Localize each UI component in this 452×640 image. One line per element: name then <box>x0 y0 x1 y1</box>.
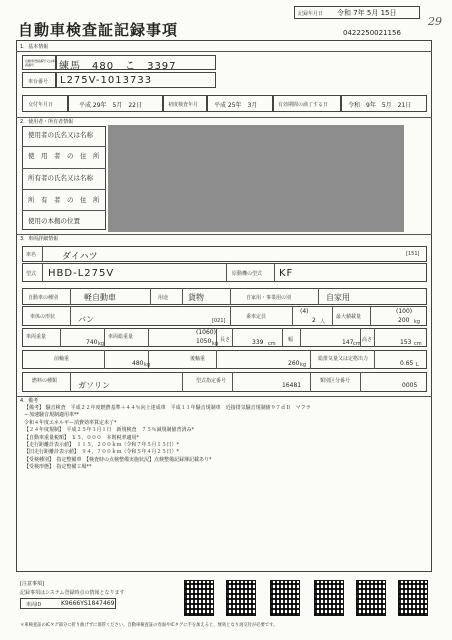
load-unit: kg <box>414 319 421 325</box>
body-label: 車体の形状 <box>30 314 56 320</box>
capacity-value: (4) <box>300 308 309 315</box>
height-label: 高さ <box>362 337 373 343</box>
vehicle-id-value: K9666YS1847469 <box>61 600 115 607</box>
private-label: 自家用・事業用の別 <box>246 295 292 301</box>
first-reg-label-cell <box>163 95 207 112</box>
capacity-value2: 2 <box>312 317 316 324</box>
total-unit: kg <box>212 341 219 347</box>
expiry-label: 有効期間の満了する日 <box>278 102 329 108</box>
load-value2: 200 <box>398 317 410 324</box>
load-label: 最大積載量 <box>336 314 362 320</box>
maker-label: 車名 <box>26 252 37 258</box>
class-value: 0005 <box>402 382 418 389</box>
qr-code-5 <box>356 580 386 616</box>
remark-line: 【受検種別】 指定整備車 【検査時の点検整備実施状況】点検整備記録簿記載あり* <box>24 456 212 463</box>
maker-code: [151] <box>406 251 420 257</box>
section3-title: 3．車両詳細情報 <box>20 236 59 242</box>
weight-unit: kg <box>98 341 105 347</box>
width-value: 147 <box>342 339 354 346</box>
kind-value: 軽自動車 <box>84 293 116 302</box>
model-value: HBD-L275V <box>48 268 115 279</box>
first-reg-value: 平成 25年 3月 <box>214 102 258 109</box>
capacity-label: 乗車定員 <box>246 314 267 320</box>
weight-value: 740 <box>86 339 98 346</box>
section2-title: 2．使用者・所有者情報 <box>20 119 74 125</box>
remarks-block <box>24 405 428 472</box>
vehicle-id-label: 車両ID <box>26 602 42 608</box>
first-reg-value-cell <box>207 95 273 112</box>
rear-axle-value: 260 <box>288 360 300 367</box>
fuel-label: 燃料の種類 <box>32 378 58 384</box>
total-label: 車両総重量 <box>108 334 134 340</box>
owner-label-1: 使 用 者 の 住 所 <box>28 152 100 160</box>
kind-label: 自動車の種別 <box>28 295 59 301</box>
displacement-label: 総排気量又は定格出力 <box>318 356 369 362</box>
section4-title: 4．備考 <box>20 398 39 404</box>
owner-label-3: 所 有 者 の 住 所 <box>28 196 100 204</box>
notes-line: 記録事項はシステム登録時点の情報となります <box>20 590 125 596</box>
expiry-value: 令和 9年 5月 21日 <box>348 102 412 109</box>
owner-label-0: 使用者の氏名又は名称 <box>28 131 93 139</box>
length-label: 長さ <box>220 337 231 343</box>
qr-code-3 <box>270 580 300 616</box>
use-value: 貨物 <box>188 293 204 302</box>
remark-line: 【走行距離計表示値】 １１５，２００ｋｍ（令和７年５月１５日）* <box>24 442 180 449</box>
first-reg-label: 初度検査年月 <box>168 102 199 108</box>
vin-label-cell <box>22 72 56 88</box>
weight-label: 車両重量 <box>26 334 47 340</box>
expiry-value-cell <box>341 95 427 112</box>
displacement-value: 0.65 <box>400 360 414 367</box>
front-axle-value: 480 <box>132 360 144 367</box>
front-axle-label: 前軸重 <box>54 356 70 362</box>
engine-label: 原動機の型式 <box>232 271 263 277</box>
issue-label-cell <box>22 95 68 112</box>
owner-label-4: 使用の本拠の位置 <box>28 217 80 225</box>
qr-code-1 <box>184 580 214 616</box>
rear-axle-label: 後軸重 <box>190 356 206 362</box>
handwritten-number: 29 <box>428 15 442 28</box>
redaction-block <box>108 125 404 232</box>
body-value: バン <box>78 315 94 324</box>
width-unit: cm <box>353 341 361 347</box>
height-value: 153 <box>400 339 412 346</box>
remark-line: 【２４年度規制】 平成２５年３月１日 新規検査 ７５％減規制値普済み* <box>24 427 195 434</box>
rear-axle-unit: kg <box>300 362 307 368</box>
issue-date-box <box>294 6 420 19</box>
length-value: 339 <box>252 339 264 346</box>
qr-code-4 <box>314 580 344 616</box>
remark-line: 【備考】 騒音検査 平成２２年度燃費基準＋４４％向上達成車 平成１１年騒音規制車 近接排気騒音規制値９７ｄＢ マフラ <box>24 405 311 411</box>
reg-value: 練馬 480 こ 3397 <box>59 61 177 72</box>
issue-value-cell <box>68 95 163 112</box>
kind-row <box>22 288 427 305</box>
remark-line: 【旧走行距離計表示値】 ９４，７００ｋｍ（令和５年４月２５日）* <box>24 449 180 456</box>
front-axle-unit: kg <box>144 362 151 368</box>
fuel-value: ガソリン <box>78 381 110 390</box>
model-label: 型式 <box>26 271 37 277</box>
class-label: 類別区分番号 <box>320 378 351 384</box>
approval-label: 型式指定番号 <box>196 378 227 384</box>
vin-value-cell <box>56 72 216 88</box>
length-unit: cm <box>268 341 276 347</box>
displacement-unit: L <box>416 362 419 368</box>
approval-value: 16481 <box>282 382 302 389</box>
remark-line: ー加速騒音規制適用車** <box>24 412 80 419</box>
total-value2: 1050 <box>196 338 212 345</box>
vin-value: L275V-1013733 <box>60 75 153 86</box>
remark-line: 令和４年度エネルギー消費効率算定未了* <box>24 419 117 426</box>
use-label: 用途 <box>158 295 169 301</box>
engine-value: KF <box>279 268 294 279</box>
load-value: (100) <box>396 308 413 315</box>
issue-date-label: 記録年月日 <box>298 11 324 17</box>
issue-label: 交付年月日 <box>28 102 54 108</box>
reg-value-cell <box>56 55 216 70</box>
capacity-unit: 人 <box>320 319 326 325</box>
reg-label: 自動車登録番号又は車両番号 <box>25 59 56 67</box>
vin-label: 車台番号 <box>28 79 49 85</box>
document-title: 自動車検査証記録事項 <box>18 21 179 39</box>
issue-value: 平成 29年 5月 22日 <box>79 102 142 109</box>
footer-note: ＊車検査証のICタグ部分に折り曲げずに保管ください。自動車検査証の券面やICタグに手を加えると、無効となり再交付が必要です。 <box>20 623 278 628</box>
remark-line: 【受検形態】 指定整備工場** <box>24 464 92 471</box>
total-value: (1060) <box>196 329 216 336</box>
owner-label-2: 所有者の氏名又は名称 <box>28 174 93 182</box>
maker-value: ダイハツ <box>62 252 98 262</box>
expiry-label-cell <box>273 95 341 112</box>
vehicle-id-box <box>20 598 116 609</box>
body-code: [021] <box>212 318 226 324</box>
remark-line: 【自動車重量税額】 ￥５，０００ 本則税率適用* <box>24 434 140 441</box>
issue-date-value: 令和 7年 5月 15日 <box>337 9 397 17</box>
reg-label-cell <box>22 55 56 70</box>
section1-title: 1．基本情報 <box>20 44 49 50</box>
doc-number: 0422250021156 <box>343 29 401 37</box>
width-label: 幅 <box>288 337 294 343</box>
notes-title: [注意事項] <box>20 581 44 587</box>
qr-code-2 <box>226 580 256 616</box>
private-value: 自家用 <box>326 293 350 302</box>
height-unit: cm <box>414 341 422 347</box>
qr-code-6 <box>398 580 428 616</box>
